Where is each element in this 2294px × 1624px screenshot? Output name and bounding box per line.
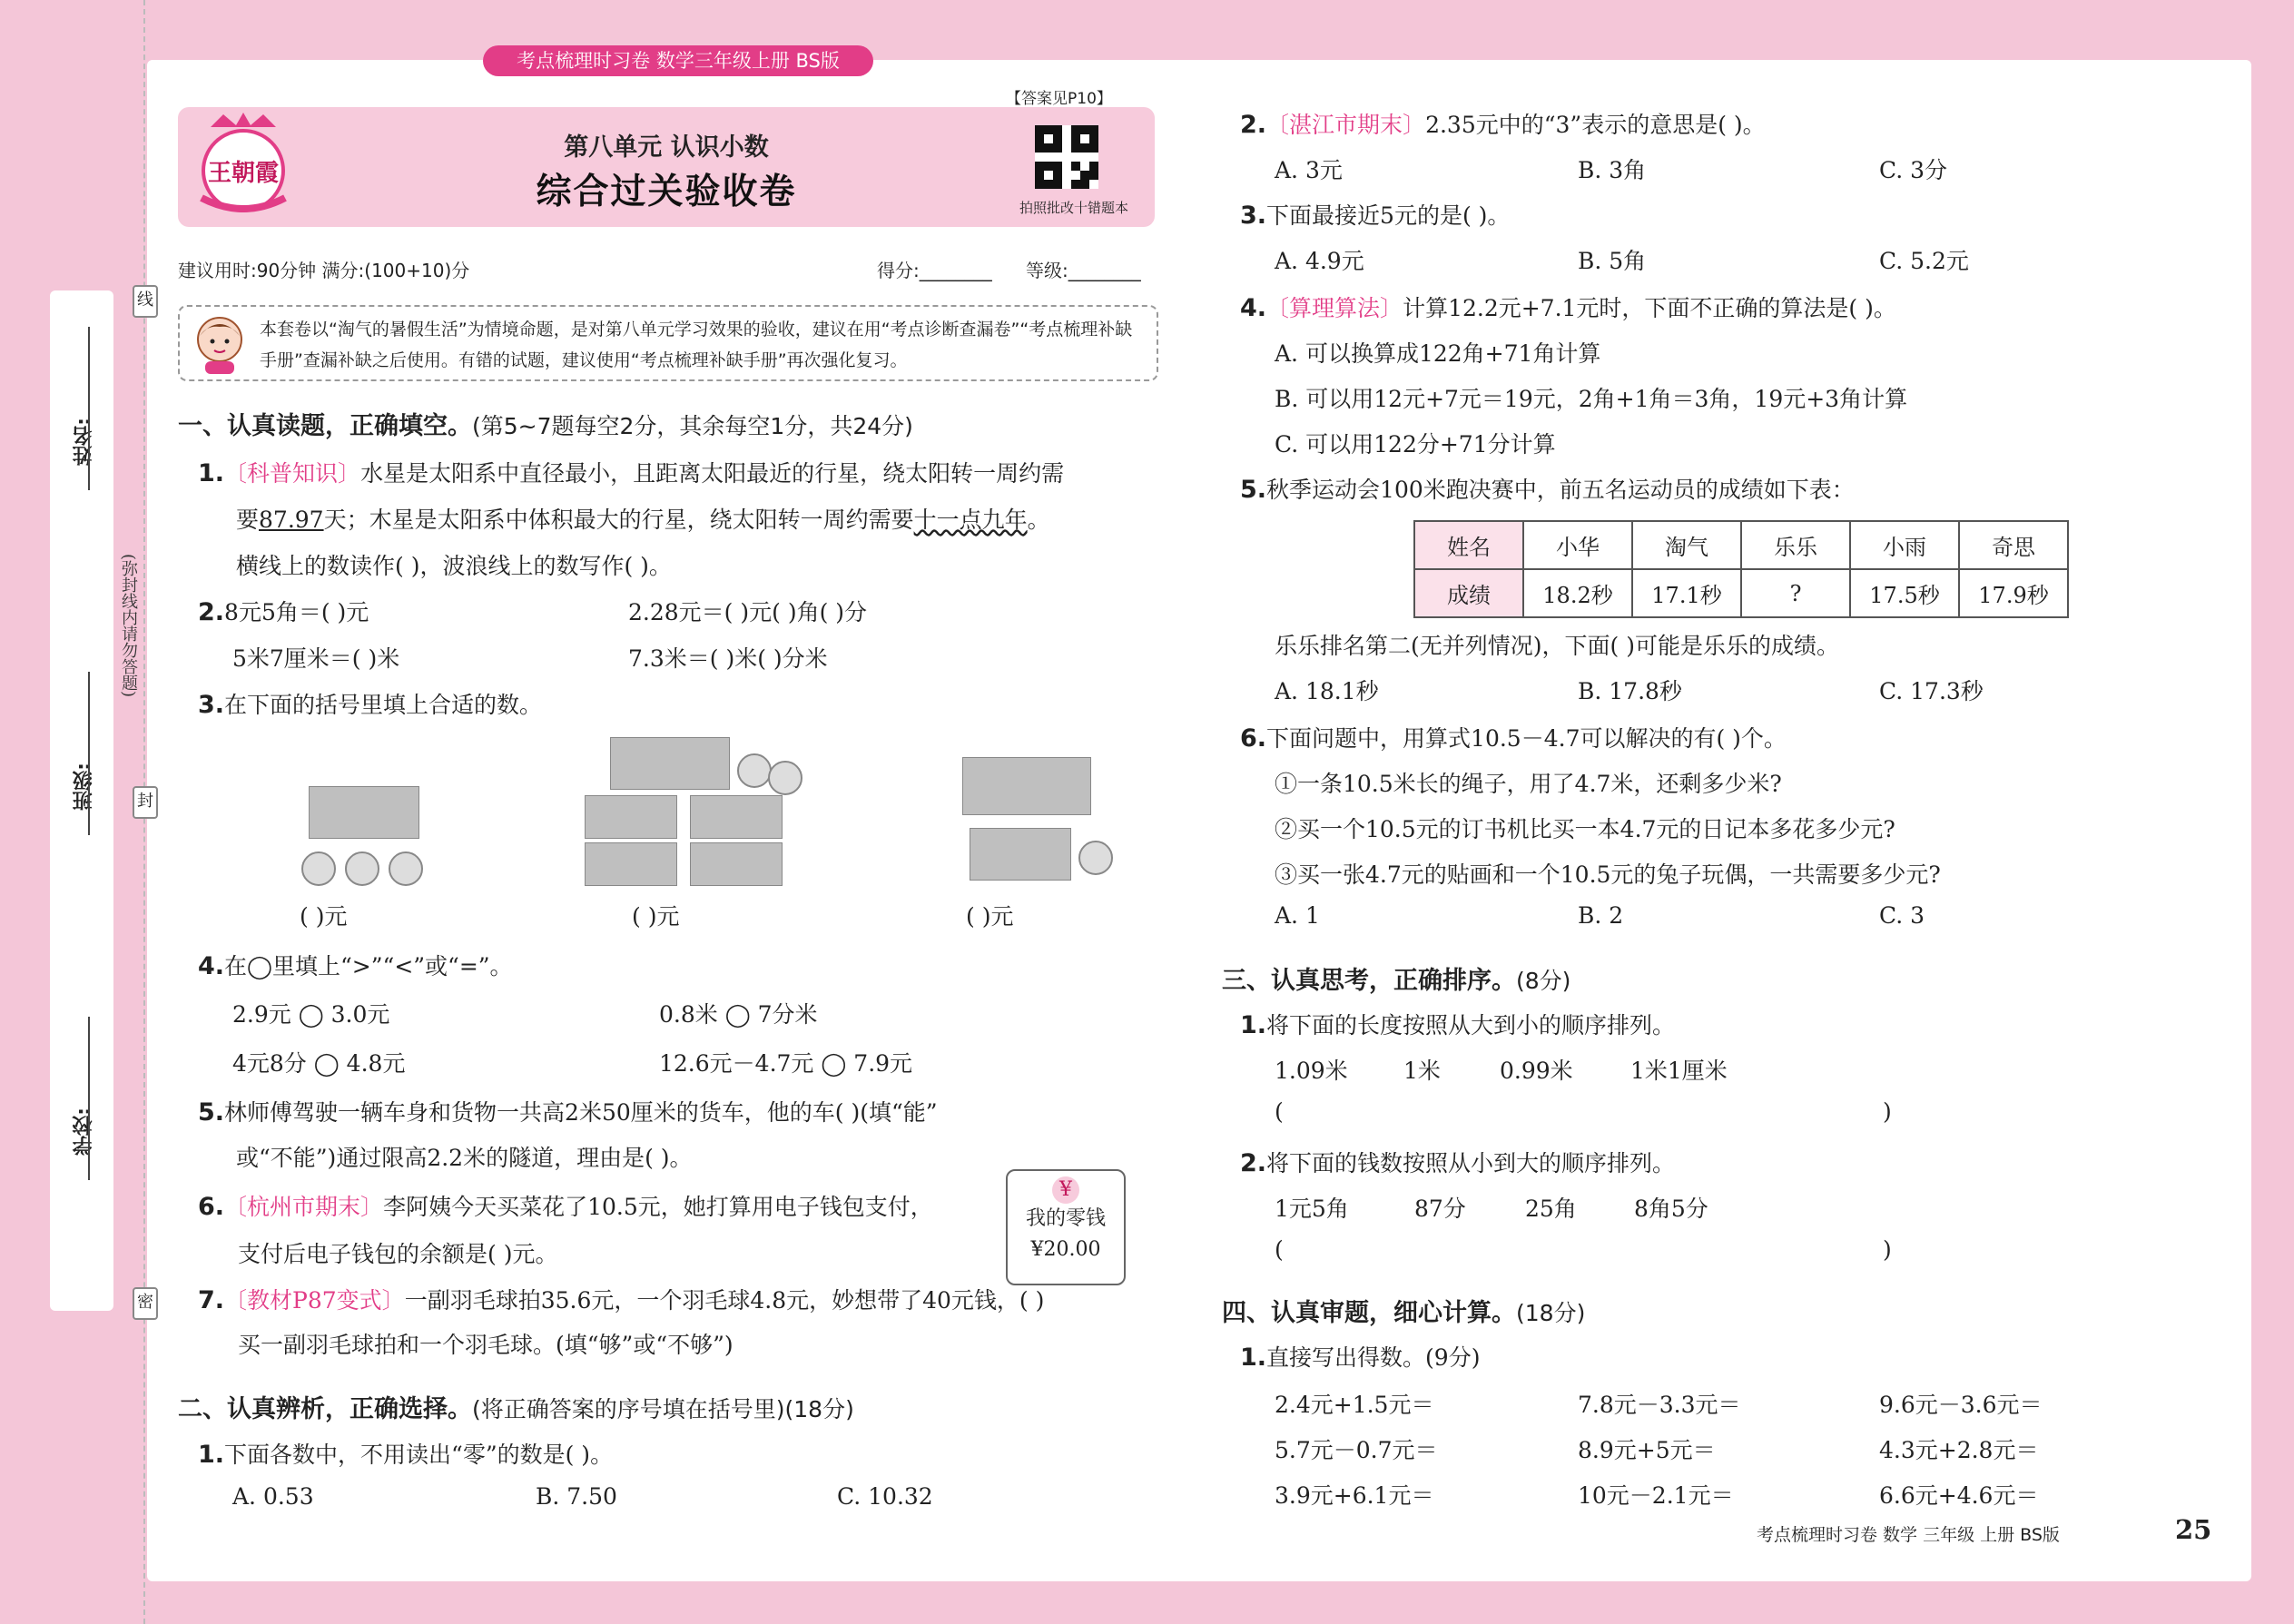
s3-q1-item: 0.99米 [1500,1058,1573,1084]
calc-item[interactable]: 9.6元－3.6元＝ [1879,1392,2043,1418]
s3-q2-item: 25角 [1525,1196,1577,1222]
table-cell: 小雨 [1850,521,1959,569]
girl-avatar-icon [192,312,247,374]
s1-q4d[interactable]: 12.6元－4.7元 ◯ 7.9元 [659,1050,913,1077]
school-line[interactable] [88,1017,90,1180]
q3-blank-3[interactable]: ( )元 [966,903,1014,930]
class-label: 班级: [73,763,95,811]
section-3-title [1222,960,1570,996]
qr-code-icon[interactable] [1035,125,1098,189]
calc-item[interactable]: 3.9元+6.1元＝ [1275,1482,1434,1509]
s1-q2b[interactable]: 2.28元＝( )元( )角( )分 [628,599,868,625]
calc-item[interactable]: 8.9元+5元＝ [1578,1437,1716,1463]
coin-icon [389,851,423,886]
s2-q3-option-a[interactable]: A. 4.9元 [1275,248,1364,274]
table-cell: 17.9秒 [1959,569,2068,617]
table-cell: 18.2秒 [1523,569,1632,617]
calc-item[interactable]: 6.6元+4.6元＝ [1879,1482,2039,1509]
grade-field[interactable]: 等级:________ [1026,260,1141,281]
banknote-icon [690,795,783,839]
intro-box [178,305,1158,381]
table-cell: 成绩 [1414,569,1523,617]
coin-icon [737,753,772,788]
wallet-label: 我的零钱 [1025,1207,1106,1230]
section-2-title [178,1389,854,1424]
table-cell: 姓名 [1414,521,1523,569]
s2-q2[interactable]: 2.〔湛江市期末〕2.35元中的“3”表示的意思是( )。 [1240,111,1766,139]
section-4-title [1222,1293,1585,1328]
calc-item[interactable]: 4.3元+2.8元＝ [1879,1437,2039,1463]
calc-item[interactable]: 10元－2.1元＝ [1578,1482,1734,1509]
page-number: 25 [2175,1514,2212,1545]
s1-q4c[interactable]: 4元8分 ◯ 4.8元 [232,1050,406,1077]
intro-text: 本套卷以“淘气的暑假生活”为情境命题，是对第八单元学习效果的验收，建议在用“考点诊断查漏卷”“考点梳理补缺手册”查漏补缺之后使用。有错的试题，建议使用“考点梳理补缺手册”再次强化复习。 [260,320,1133,370]
table-row [1414,521,2068,569]
table-cell: 乐乐 [1741,521,1850,569]
s1-q1-line1: 1.〔科普知识〕水星是太阳系中直径最小，且距离太阳最近的行星，绕太阳转一周约需 [198,459,1065,487]
s3-q2-item: 87分 [1414,1196,1466,1222]
s3-q1-item: 1.09米 [1275,1058,1348,1084]
s2-q5-option-c[interactable]: C. 17.3秒 [1879,678,1984,704]
section-2-score: (将正确答案的序号填在括号里)(18分) [472,1396,854,1422]
s2-q6-item-3: ③买一张4.7元的贴画和一个10.5元的兔子玩偶，一共需要多少元? [1275,861,1941,888]
wallet-amount: ¥20.00 [1030,1238,1101,1261]
name-line[interactable] [88,327,90,490]
s2-q6-item-2: ②买一个10.5元的订书机比买一本4.7元的日记本多花多少元? [1275,816,1895,842]
s2-q1-option-c[interactable]: C. 10.32 [837,1483,933,1510]
logo-text: 王朝霞 [207,160,279,187]
section-1-title [178,406,913,441]
s1-q2a[interactable]: 2.8元5角＝( )元 [198,598,369,626]
school-label: 学校: [73,1107,95,1156]
table-row [1414,569,2068,617]
s2-q5: 5.秋季运动会100米跑决赛中，前五名运动员的成绩如下表： [1240,476,1855,504]
footer-text: 考点梳理时习卷 数学 三年级 上册 BS版 [1757,1525,2060,1545]
cut-mark-secret: 密 [133,1287,158,1320]
series-banner: 考点梳理时习卷 数学三年级上册 BS版 [483,45,873,76]
s1-q1-line3[interactable]: 横线上的数读作( )，波浪线上的数写作( )。 [236,553,672,579]
s2-q4-option-c[interactable]: C. 可以用122分+71分计算 [1275,431,1556,458]
q3-blank-1[interactable]: ( )元 [300,903,348,930]
s1-q7-line1[interactable]: 7.〔教材P87变式〕一副羽毛球拍35.6元，一个羽毛球4.8元，妙想带了40元钱，( ) [198,1286,1045,1314]
s1-q1-tag: 〔科普知识〕 [224,460,361,487]
s2-q4-option-b[interactable]: B. 可以用12元+7元＝19元，2角+1角＝3角，19元+3角计算 [1275,386,1908,412]
banknote-icon [309,786,419,839]
coin-icon [301,851,336,886]
s2-q2-option-c[interactable]: C. 3分 [1879,157,1948,183]
s2-q5-question[interactable]: 乐乐排名第二(无并列情况)，下面( )可能是乐乐的成绩。 [1275,633,1839,659]
s3-q1-item: 1米 [1403,1058,1441,1084]
section-3-score: (8分) [1516,968,1571,994]
s2-q1[interactable]: 1.下面各数中，不用读出“零”的数是( )。 [198,1441,614,1469]
s2-q3-option-c[interactable]: C. 5.2元 [1879,248,1969,274]
section-1-heading: 一、认真读题，正确填空。 [178,412,472,440]
s2-q6-option-b[interactable]: B. 2 [1578,902,1624,929]
s3-q2-item: 8角5分 [1634,1196,1708,1222]
s3-q1-item: 1米1厘米 [1630,1058,1728,1084]
cut-mark-line: 线 [133,285,158,318]
underlined-number: 87.97 [259,507,324,533]
s3-q1: 1.将下面的长度按照从大到小的顺序排列。 [1240,1011,1676,1039]
answer-reference: 【答案见P10】 [1006,90,1112,108]
section-4-heading: 四、认真审题，细心计算。 [1222,1299,1516,1327]
s3-q1-blank-open[interactable]: ( [1275,1098,1284,1125]
s2-q3[interactable]: 3.下面最接近5元的是( )。 [1240,202,1511,230]
s1-q1-line2: 要87.97天；木星是太阳系中体积最大的行星，绕太阳转一周约需要十一点九年。 [236,507,1050,533]
section-4-score: (18分) [1516,1300,1586,1326]
s2-q5-option-b[interactable]: B. 17.8秒 [1578,678,1682,704]
unit-title: 第八单元 认识小数 [564,133,769,162]
table-cell: 17.1秒 [1632,569,1741,617]
s1-q7-tag: 〔教材P87变式〕 [224,1287,405,1314]
s1-q4a[interactable]: 2.9元 ◯ 3.0元 [232,1001,390,1028]
name-label: 姓名: [73,418,95,466]
banknote-icon [970,828,1071,881]
calc-item[interactable]: 5.7元－0.7元＝ [1275,1437,1438,1463]
table-cell: 奇思 [1959,521,2068,569]
cut-mark-seal: 封 [133,786,158,819]
wallet-card [1006,1169,1126,1285]
s3-q1-blank-close[interactable]: ) [1883,1098,1892,1125]
coin-icon [1078,841,1113,875]
table-cell: 淘气 [1632,521,1741,569]
s2-q6[interactable]: 6.下面问题中，用算式10.5－4.7可以解决的有( )个。 [1240,724,1787,753]
coin-icon [345,851,379,886]
score-field[interactable]: 得分:________ [877,260,992,281]
banknote-icon [585,842,677,886]
s2-q3-option-b[interactable]: B. 5角 [1578,248,1647,274]
banknote-icon [610,737,730,790]
s1-q5-line1[interactable]: 5.林师傅驾驶一辆车身和货物一共高2米50厘米的货车，他的车( )(填“能” [198,1098,938,1127]
banknote-icon [962,757,1091,815]
s3-q2: 2.将下面的钱数按照从小到大的顺序排列。 [1240,1149,1676,1177]
s2-q6-item-1: ①一条10.5米长的绳子，用了4.7米，还剩多少米? [1275,771,1782,797]
s2-q5-option-a[interactable]: A. 18.1秒 [1275,678,1379,704]
s3-q2-item: 1元5角 [1275,1196,1349,1222]
s2-q4[interactable]: 4.〔算理算法〕计算12.2元+7.1元时，下面不正确的算法是( )。 [1240,294,1896,322]
s2-q4-tag: 〔算理算法〕 [1266,295,1403,321]
calc-item[interactable]: 2.4元+1.5元＝ [1275,1392,1434,1418]
student-info-strip [50,290,113,1311]
table-cell: 17.5秒 [1850,569,1959,617]
s1-q4b[interactable]: 0.8米 ◯ 7分米 [659,1001,818,1028]
s3-q2-blank-open[interactable]: ( [1275,1236,1284,1263]
s2-q1-option-b[interactable]: B. 7.50 [536,1483,617,1510]
coin-icon [768,761,802,795]
s1-q5-line2[interactable]: 或“不能”)通过限高2.2米的隧道，理由是( )。 [236,1145,693,1171]
exam-title: 综合过关验收卷 [536,172,797,212]
s1-q2c[interactable]: 5米7厘米＝( )米 [232,645,400,672]
s2-q1-option-a[interactable]: A. 0.53 [232,1483,314,1510]
s1-q6-line1: 6.〔杭州市期末〕李阿姨今天买菜花了10.5元，她打算用电子钱包支付， [198,1193,933,1221]
qr-caption: 拍照批改十错题本 [1019,200,1128,216]
s2-q6-option-c[interactable]: C. 3 [1879,902,1925,929]
results-table [1413,520,2069,618]
yuan-icon: ¥ [1052,1176,1079,1204]
table-cell: 小华 [1523,521,1632,569]
s1-q4: 4.在◯里填上“>”“<”或“=”。 [198,952,513,980]
s2-q2-option-a[interactable]: A. 3元 [1275,157,1343,183]
class-line[interactable] [88,672,90,835]
s1-q7-line2: 买一副羽毛球拍和一个羽毛球。(填“够”或“不够”) [238,1332,733,1358]
s4-q1: 1.直接写出得数。(9分) [1240,1343,1481,1372]
s2-q6-option-a[interactable]: A. 1 [1275,902,1320,929]
s1-q6-line2[interactable]: 支付后电子钱包的余额是( )元。 [238,1241,558,1267]
s1-q6-tag: 〔杭州市期末〕 [224,1194,384,1220]
table-cell: ? [1741,569,1850,617]
banknote-icon [690,842,783,886]
s3-q2-blank-close[interactable]: ) [1883,1236,1892,1263]
s1-q2d[interactable]: 7.3米＝( )米( )分米 [628,645,828,672]
section-1-score: (第5~7题每空2分，其余每空1分，共24分) [472,413,913,439]
s2-q2-option-b[interactable]: B. 3角 [1578,157,1647,183]
s1-q3: 3.在下面的括号里填上合适的数。 [198,691,543,719]
s2-q4-option-a[interactable]: A. 可以换算成122角+71角计算 [1275,340,1601,367]
calc-item[interactable]: 7.8元－3.3元＝ [1578,1392,1741,1418]
q3-blank-2[interactable]: ( )元 [632,903,680,930]
s2-q2-tag: 〔湛江市期末〕 [1266,112,1426,138]
time-and-score: 建议用时:90分钟 满分:(100+10)分 [178,260,470,281]
banknote-icon [585,795,677,839]
section-2-heading: 二、认真辨析，正确选择。 [178,1395,472,1423]
wavy-underlined-number: 十一点九年 [913,507,1028,533]
section-3-heading: 三、认真思考，正确排序。 [1222,967,1516,995]
seal-line-note: (弥封线内请勿答题) [119,554,138,698]
